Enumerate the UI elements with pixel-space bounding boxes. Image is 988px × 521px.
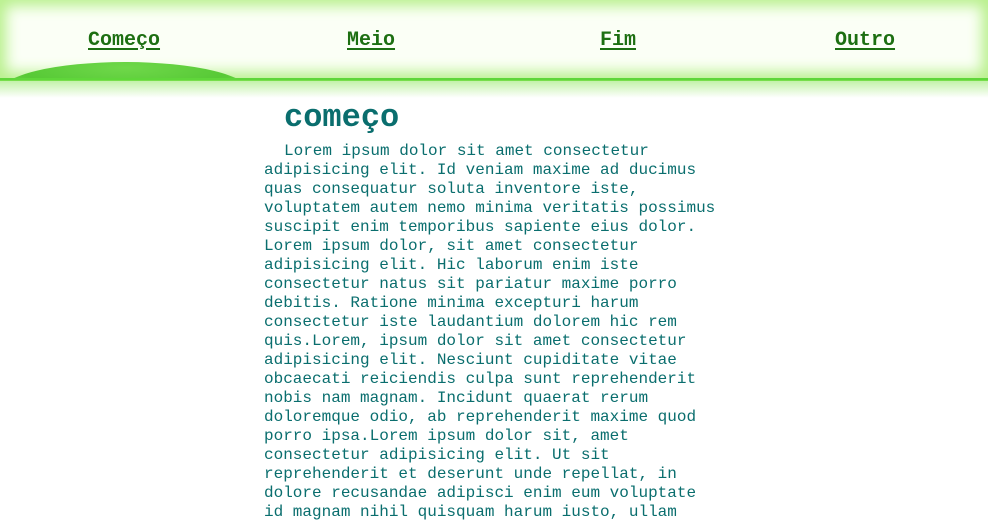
section-title: começo (284, 99, 400, 136)
nav-link-meio[interactable]: Meio (347, 29, 396, 52)
navbar (0, 0, 988, 81)
nav-link-comeco[interactable]: Começo (88, 29, 161, 52)
nav-link-outro[interactable]: Outro (835, 29, 896, 52)
main-content (264, 98, 720, 521)
navbar-glow (0, 80, 988, 98)
navbar-hill-decoration (0, 62, 250, 81)
nav-link-fim[interactable]: Fim (600, 29, 637, 52)
section-text: Lorem ipsum dolor sit amet consectetur adipisicing elit. Id veniam maxime ad ducimus quas consequatur soluta inventore iste, voluptatem autem nemo minima veritatis possimus suscipit enim temporibus sapiente eius dolor. Lorem ipsum dolor, sit amet consectetur adipisicing elit. Hic laborum enim iste consectetur natus sit pariatur maxime porro debitis. Ratione minima excepturi harum consectetur iste laudantium dolorem hic rem quis.Lorem, ipsum dolor sit amet consectetur adipisicing elit. Nesciunt cupiditate vitae obcaecati reiciendis culpa sunt reprehenderit nobis nam magnam. Incidunt quaerat rerum doloremque odio, ab reprehenderit maxime quod porro ipsa.Lorem ipsum dolor sit, amet consectetur adipisicing elit. Ut sit reprehenderit et deserunt unde repellat, in dolore recusandae adipisci enim eum voluptate id magnam nihil quisquam harum iusto, ullam (264, 142, 716, 521)
